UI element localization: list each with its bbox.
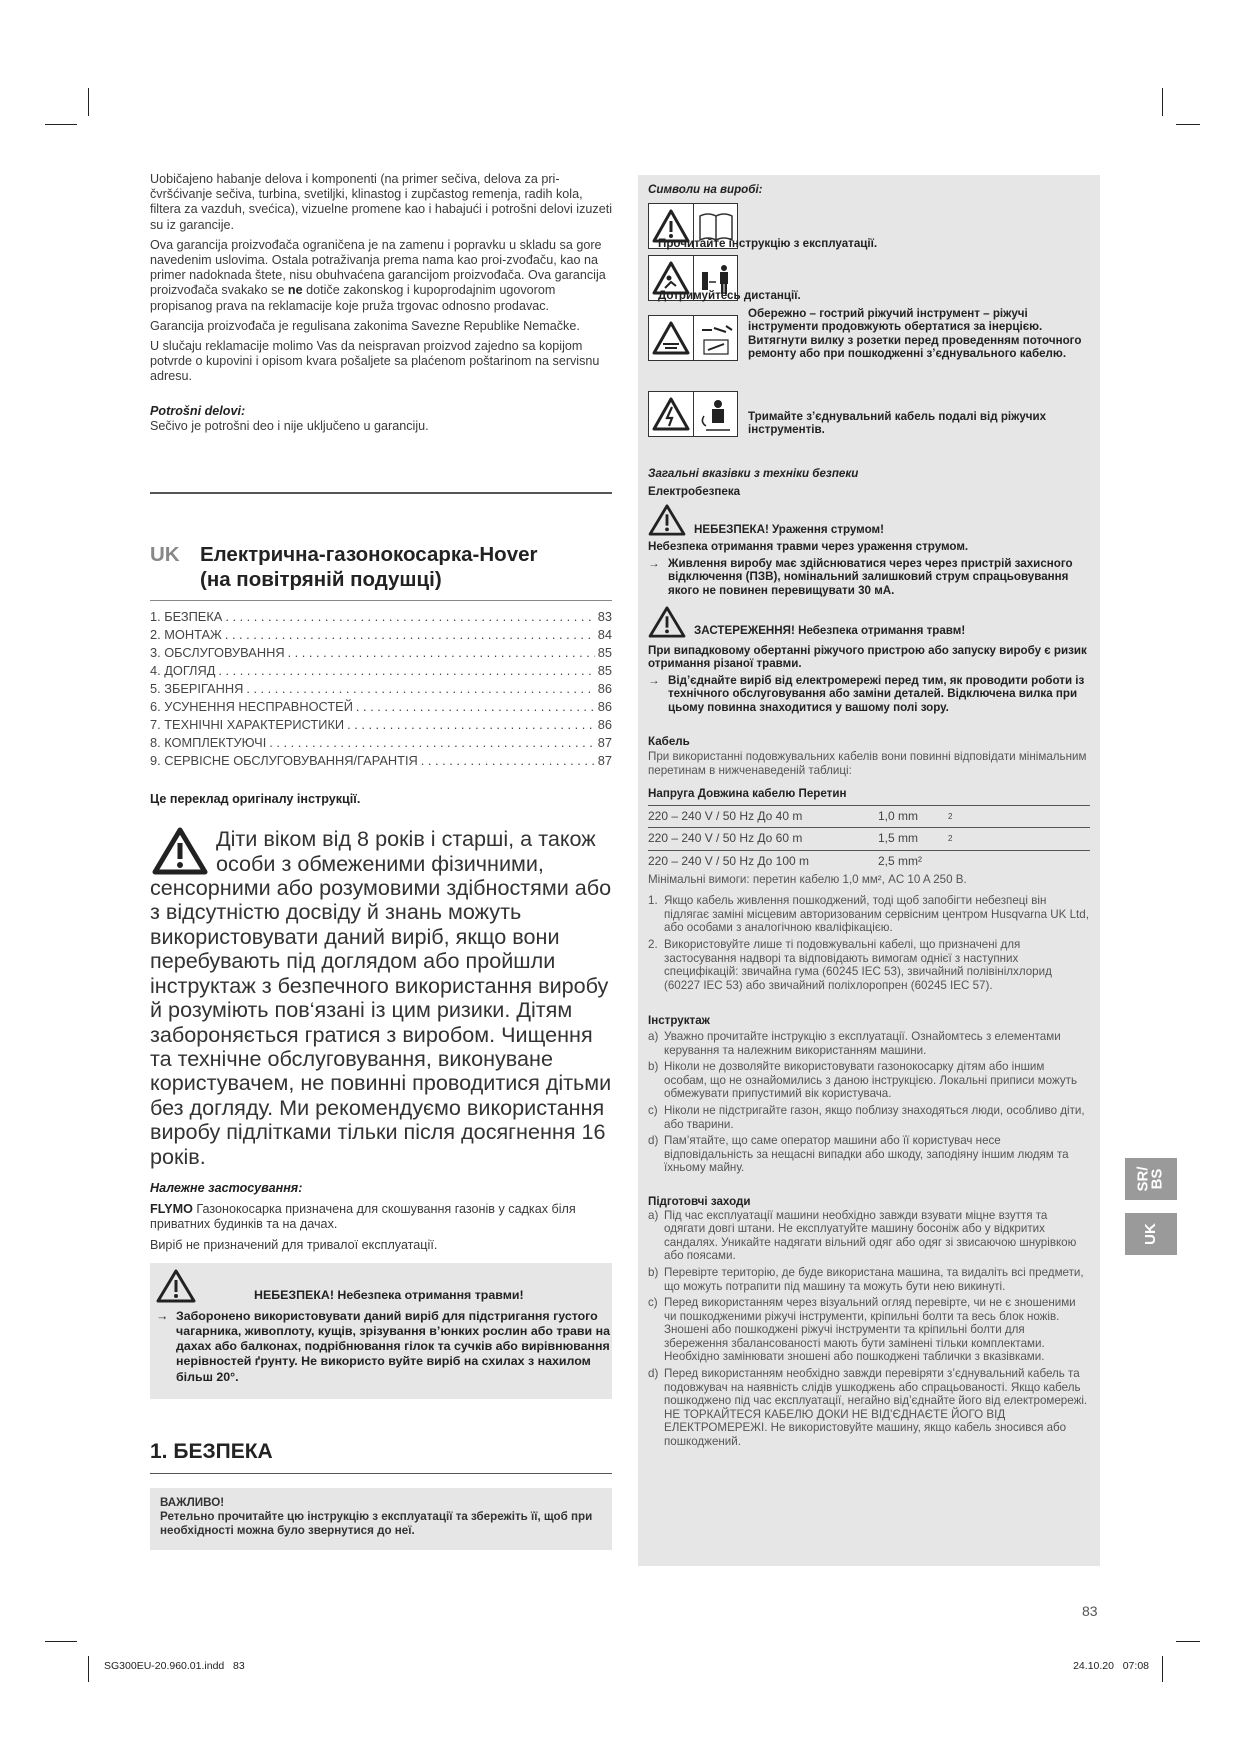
warning-icon bbox=[648, 606, 686, 638]
table-row: 220 – 240 V / 50 Hz До 100 m 2,5 mm² bbox=[648, 851, 1090, 873]
page-number: 83 bbox=[1082, 1603, 1098, 1619]
toc-item[interactable]: 3. ОБСЛУГОВУВАННЯ . . . 85 bbox=[150, 644, 612, 662]
crop-mark bbox=[1162, 1656, 1163, 1682]
list-item: d) Пам’ятайте, що саме оператор машини або її користувач несе відповідальність за нещасні випадки або шкоду, заподіяну іншим людям та їхньому майну. bbox=[648, 1134, 1069, 1175]
arrow-icon: → bbox=[156, 1308, 169, 1323]
warranty-paragraph: Garancija proizvođača je regulisana zakonima Savezne Republike Nemačke. bbox=[150, 318, 580, 333]
not-continuous-note: Виріб не призначений для тривалої експлуатації. bbox=[150, 1237, 438, 1252]
toc-item[interactable]: 5. ЗБЕРІГАННЯ . . . 86 bbox=[150, 680, 612, 698]
leader-dots bbox=[347, 716, 595, 734]
crop-mark bbox=[88, 88, 89, 116]
cable-table bbox=[648, 805, 1090, 873]
section-title: 1. БЕЗПЕКА bbox=[150, 1439, 273, 1463]
warning-icon bbox=[648, 504, 686, 536]
cable-notes bbox=[648, 894, 1090, 992]
list-item: a) Уважно прочитайте інструкцію з експлуатації. Ознайомтесь з елементами керування та належним використанням машини. bbox=[648, 1030, 1061, 1057]
symbols-list bbox=[648, 203, 1090, 437]
training-title: Інструктаж bbox=[648, 1014, 710, 1028]
toc-item[interactable]: 8. КОМПЛЕКТУЮЧІ . . . 87 bbox=[150, 734, 612, 752]
arrow-icon: → bbox=[648, 673, 660, 687]
list-item: d) Перед використанням необхідно завжди перевіряти з’єднувальний кабель та подовжувач на наявність слідів ушкоджень або спрацьованості. Якщо кабель пошкоджено під час експлуатації, негайно від’єднайте його від електромережі. НЕ ТОРКАЙТЕСЯ КАБЕЛЮ ДОКИ НЕ ВІД’ЄДНАЄТЕ ЙОГО ВІД ЕЛЕКТРОМЕРЕЖІ. Не використовуйте машину, якщо кабель зносився або пошкоджений. bbox=[648, 1367, 1088, 1449]
intended-use-text: FLYMO Газонокосарка призначена для скошування газонів у садках біля приватних будинків та на дачах. bbox=[150, 1202, 576, 1232]
unplug-icon bbox=[693, 316, 737, 360]
preparation-list bbox=[648, 1209, 1090, 1449]
cable-title: Кабель bbox=[648, 734, 690, 748]
table-row: 220 – 240 V / 50 Hz До 60 m 1,5 mm 2 bbox=[648, 828, 1090, 851]
symbols-title: Символи на виробі: bbox=[648, 183, 763, 196]
warranty-paragraph: Uobičajeno habanje delova i komponenti (na primer sečiva, delova za pri-čvršćivanje sečiva, turbina, svetiljki, klinastog i zupčastog remenja, radih kola, filtera za vazduh, svećica), vizuelne promene kao i habajući i potrošni delovi izuzeti su iz garancije. bbox=[150, 172, 613, 232]
consumables-title: Potrošni delovi: bbox=[150, 403, 246, 418]
list-item: c) Перед використанням через візуальний огляд перевірте, чи не є зношеними чи пошкодженими ріжучі інструменти, кріпильні болти та весь блок ножів. Зношені або пошкоджені ріжучі інструменти та кріпильні болти для збереження збалансованості мають бути замінені тільки комплектами. Необхідно замінювати зношені або пошкоджені таблички з вказівками. bbox=[648, 1296, 1076, 1364]
caution-heading: ЗАСТЕРЕЖЕННЯ! Небезпека отримання травм! bbox=[648, 606, 1090, 638]
crop-mark bbox=[1176, 124, 1200, 125]
toc-item[interactable]: 7. ТЕХНІЧНІ ХАРАКТЕРИСТИКИ . . . 86 bbox=[150, 716, 612, 734]
toc-item[interactable]: 6. УСУНЕННЯ НЕСПРАВНОСТЕЙ . . . 86 bbox=[150, 698, 612, 716]
crop-mark bbox=[45, 124, 77, 125]
danger-shock-heading: НЕБЕЗПЕКА! Ураження струмом! bbox=[648, 504, 1090, 536]
warning-icon bbox=[156, 1269, 196, 1303]
language-tab-sr-bs[interactable]: SR/ BS bbox=[1125, 1158, 1177, 1200]
divider bbox=[150, 1473, 612, 1474]
caution-instruction: → Від’єднайте виріб від електромережі перед тим, як проводити роботи із технічного обслуговування або заміни деталей. Відключена вилка при цьому повинна знаходитися у вашому полі зору. bbox=[648, 673, 1085, 714]
toc-item[interactable]: 1. БЕЗПЕКА . . . 83 bbox=[150, 608, 612, 626]
leader-dots bbox=[288, 644, 595, 662]
table-row: 220 – 240 V / 50 Hz До 40 m 1,0 mm 2 bbox=[648, 805, 1090, 828]
list-item: 1. Якщо кабель живлення пошкоджений, тоді щоб запобігти небезпеці він підлягає заміні місцевим авторизованим сервісним центром Husqvarna UK Ltd, або особами з аналогічною кваліфікацією. bbox=[648, 894, 1089, 935]
electric-shock-icon bbox=[649, 392, 693, 436]
translation-note: Це переклад оригіналу інструкції. bbox=[150, 792, 361, 807]
leader-dots bbox=[225, 626, 595, 644]
table-of-contents bbox=[150, 608, 612, 770]
crop-mark bbox=[1162, 88, 1163, 116]
symbol-row: Тримайте з’єднувальний кабель подалі від ріжучих інструментів. bbox=[648, 391, 1090, 437]
language-code: UK bbox=[150, 543, 180, 567]
footer-file: SG300EU-20.960.01.indd 83 bbox=[104, 1660, 245, 1672]
symbol-pictograms bbox=[648, 315, 738, 361]
children-warning: Діти віком від 8 років і старші, а також особи з обмеженими фізичними, сенсорними або розумовими здібностями або з відсутністю досвіду й знань можуть використовувати даний виріб, якщо вони перебувають під доглядом або пройшли інструктаж з безпечного використання виробу й розуміють пов‘язані із цим ризики. Дітям забороняється гратися з виробом. Чищення та технічне обслуговування, виконуване користувачем, не повинні проводитися дітьми без догляду. Ми рекомендуємо використання виробу підлітками тільки після досягнення 16 років. bbox=[150, 826, 612, 1169]
crop-mark bbox=[45, 1641, 77, 1642]
arrow-icon: → bbox=[648, 556, 660, 570]
toc-item[interactable]: 9. СЕРВІСНЕ ОБСЛУГОВУВАННЯ/ГАРАНТІЯ . . . 87 bbox=[150, 752, 612, 770]
cable-table-header: Напруга Довжина кабелю Перетин bbox=[648, 787, 847, 801]
list-item: a) Під час експлуатації машини необхідно завжди взувати міцне взуття та одягати довгі штани. Не експлуатуйте машину босоніж або у відкритих сандалях. Уникайте надягати вільний одяг або одяг зі звисаючою шнурівкою або поясами. bbox=[648, 1208, 1077, 1263]
preparation-title: Підготовчі заходи bbox=[648, 1194, 751, 1208]
cable-text: При використанні подовжувальних кабелів вони повинні відповідати мінімальним перетинам в нижченаведеній таблиці: bbox=[648, 750, 1087, 777]
danger-shock-subtitle: Небезпека отримання травми через ураження струмом. bbox=[648, 540, 969, 554]
consumables-text: Sečivo je potrošni deo i nije uključeno u garanciju. bbox=[150, 418, 429, 433]
left-column bbox=[150, 172, 612, 1550]
rotating-blade-icon bbox=[649, 316, 693, 360]
important-box: ВАЖЛИВО! Ретельно прочитайте цю інструкцію з експлуатації та збережіть її, щоб при необхідності можна було звернутися до неї. bbox=[150, 1488, 612, 1550]
leader-dots bbox=[218, 662, 594, 680]
symbol-row: Обережно – гострий ріжучий інструмент – ріжучі інструменти продовжують обертатися за інерцією. Витягнути вилку з розетки перед проведенням поточного ремонту або при пошкодженні з’єднувального кабелю. bbox=[648, 307, 1090, 361]
list-item: c) Ніколи не підстригайте газон, якщо поблизу знаходяться люди, особливо діти, або тварини. bbox=[648, 1103, 1085, 1131]
footer-date: 24.10.20 07:08 bbox=[1073, 1660, 1149, 1672]
divider bbox=[150, 492, 612, 494]
warranty-paragraph: U slučaju reklamacije molimo Vas da neispravan proizvod zajedno sa kopijom potvrde o kupovini i opisom kvara pošaljete sa plaćenom poštarinom na servisnu adresu. bbox=[150, 339, 600, 384]
leader-dots bbox=[356, 698, 595, 716]
warranty-paragraph: Ova garancija proizvođača ograničena je na zamenu i popravku u skladu sa gore navedenim uslovima. Ostala potraživanja prema nama kao proi-zvođaču, kao na primer nadoknada štete, nisu obuhvaćena garancijom proizvođača. Ova garancija proizvođača svakako se ne dotiče zakonskog i kupoprodajnim ugovorom propisanog prava na reklamacije koje pruža trgovac odnosno prodavac. bbox=[150, 237, 606, 313]
leader-dots bbox=[246, 680, 594, 698]
divider bbox=[150, 600, 612, 601]
caution-subtitle: При випадковому обертанні ріжучого пристрою або запуску виробу є ризик отримання різаної травми. bbox=[648, 643, 1087, 671]
page-title: UK Електрична-газонокосарка-Hover (на повітряній подушці) bbox=[150, 543, 538, 592]
leader-dots bbox=[421, 752, 595, 770]
list-item: b) Перевірте територію, де буде використана машина, та видаліть всі предмети, що можуть потрапити під машину та можуть бути нею викинуті. bbox=[648, 1265, 1084, 1293]
symbol-row: Прочитайте інструкцію з експлуатації. bbox=[648, 203, 1090, 249]
brand-name: FLYMO bbox=[150, 1202, 193, 1217]
minimum-requirements: Мінімальні вимоги: перетин кабелю 1,0 мм², AC 10 A 250 В. bbox=[648, 872, 967, 886]
crop-mark bbox=[1176, 1641, 1200, 1642]
warning-icon bbox=[152, 827, 208, 875]
leader-dots bbox=[225, 608, 594, 626]
intended-use-title: Належне застосування: bbox=[150, 1180, 303, 1195]
list-item: 2. Використовуйте лише ті подовжувальні кабелі, що призначені для застосування надворі та відповідають вимогам однієї з наступних специфікацій: звичайна гума (60245 IEC 53), звичайний полівінілхлорид (60227 IEC 53) або звичайний поліхлоропрен (60245 IEC 57). bbox=[648, 938, 1052, 992]
training-list bbox=[648, 1030, 1090, 1175]
language-tab-uk[interactable]: UK bbox=[1125, 1213, 1177, 1255]
symbol-pictograms bbox=[648, 391, 738, 437]
toc-item[interactable]: 4. ДОГЛЯД . . . 85 bbox=[150, 662, 612, 680]
crop-mark bbox=[88, 1656, 89, 1682]
safety-panel bbox=[638, 175, 1100, 1566]
cable-away-icon bbox=[693, 392, 737, 436]
list-item: b) Ніколи не дозволяйте використовувати газонокосарку дітям або іншим особам, що не ознайомились з даною інструкцією. Локальні приписи можуть обмежувати припустимий вік користувача. bbox=[648, 1060, 1078, 1101]
danger-shock-instruction: → Живлення виробу має здійснюватися через через пристрій захисного відключення (ПЗВ), номінальний залишковий струм спрацьовування якого не повинен перевищувати 30 мA. bbox=[648, 556, 1073, 597]
danger-box: НЕБЕЗПЕКА! Небезпека отримання травми! → Заборонено використовувати даний виріб для підстригання густого чагарника, живоплоту, кущів, зрізування в’юнких рослин або трави на дахах або балконах, подрібнювання гілок та сучків або вирівнювання нерівностей ґрунту. Не використо вуйте виріб на схилах з нахилом більш 20°. bbox=[150, 1263, 612, 1399]
general-safety-title: Загальні вказівки з техніки безпеки bbox=[648, 466, 859, 480]
toc-item[interactable]: 2. МОНТАЖ . . . 84 bbox=[150, 626, 612, 644]
electrical-safety-title: Електробезпека bbox=[648, 484, 741, 498]
leader-dots bbox=[269, 734, 594, 752]
symbol-row: Дотримуйтесь дистанції. bbox=[648, 255, 1090, 301]
